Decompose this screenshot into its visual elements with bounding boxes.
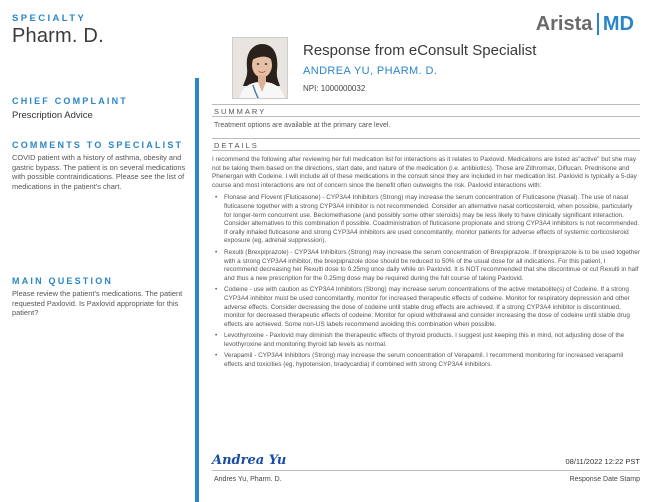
chief-complaint-value: Prescription Advice: [12, 110, 93, 121]
chief-complaint-label: CHIEF COMPLAINT: [12, 96, 128, 106]
list-item-text: Codeine - use with caution as CYP3A4 Inhibitors (Strong) may increase serum concentrations of the active metabolite(s) of Codeine. If a strong CYP3A4 inhibitor must be used concomitantly, monitor for increased therapeutic effects of codeine. Monitor for respiratory depression and other adverse effects. Consider decreasing the dose of codeine until stable drug effects are achieved. If a strong CYP3A4 inhibitor is discontinued, monitor for decreased therapeutic effects of codeine. Monitor for opioid withdrawal and consider increasing the dose of codeine until stable drug effects are achieved. Some non-US labels recommend avoiding this combination when possible.: [224, 286, 630, 328]
specialist-name: ANDREA YU, PHARM. D.: [303, 65, 438, 77]
list-item: • Levothyroxine - Paxlovid may diminish the therapeutic effects of thyroid products. I suggest just keeping this in mind, not adjusting dose of the levothyroxine and monitoring thyroid lab levels as normal.: [215, 332, 625, 348]
summary-text: Treatment options are available at the primary care level.: [214, 122, 391, 129]
summary-header: SUMMARY: [212, 104, 640, 117]
signature: Andrea Yu: [212, 453, 287, 468]
list-item: • Rexulti (Brexpiprazole) - CYP3A4 Inhibitors (Strong) may increase the serum concentration of Brexpiprazole. If brexpiprazole is to be used together with a strong CYP3A4 inhibitor, the brexpiprazole dose should be reduced to 50% of the usual dose for all indications. For this patient, I recommend decreasing her Rexulti dose to 0.25mg once daily while on Paxlovid. It is NOT recommended that she discontinue or cut Rexulti in half and thus a new prescription for the 0.25mg dose may be required during the full course of taking Paxlovid.: [215, 248, 640, 282]
details-intro: I recommend the following after reviewing her full medication list for interactions as it relates to Paxlovid. Medications are listed as"active" but she may not be taking them based on the directions, start date, and nature of the medication (i.e. antibiotics). Those are Zithromax, Diflucan, Prednisone and Phenergan with Codeine. I will include all of these medications in the consult since they are included in her medication list. Paxlovid is typically a 5-day course and most interactions are not of concern since the benefit often outweighs the risk. Paxlovid interactions with:: [212, 156, 637, 189]
details-header: DETAILS: [212, 138, 640, 151]
comments-label: COMMENTS TO SPECIALIST: [12, 140, 184, 150]
signer-name: Andres Yu, Pharm. D.: [214, 476, 282, 483]
response-date: 08/11/2022 12:22 PST: [565, 457, 640, 466]
signature-line: [212, 470, 640, 471]
list-item-text: Flonase and Flovent (Fluticasone) - CYP3A4 Inhibitors (Strong) may increase the serum concentration of Fluticasone (Nasal). The use of nasal fluticasone together with a strong CYP3A4 inhibitor is not recommended. Consider an alternative nasal corticosteroid, when possible, particularly for longer-term concurrent use. Beclomethasone (and possibly some other steroids) may be less likely to have clinically significant interaction. Consider alternatives to this combination if possible. Coadministration of fluticasone propionate and strong CYP3A4 inhibitors is not recommended. If orally inhaled fluticasone and strong CYP3A4 inhibitors are used concomitantly, monitor patients for adverse effects of systemic corticosteroid exposure (eg, adrenal suppression).: [224, 194, 640, 245]
details-body: [212, 156, 640, 373]
date-stamp-label: Response Date Stamp: [569, 476, 640, 483]
specialty-label: SPECIALTY: [12, 13, 87, 24]
list-item-text: Levothyroxine - Paxlovid may diminish the therapeutic effects of thyroid products. I suggest just keeping this in mind, not adjusting dose of the levothyroxine and monitoring thyroid lab levels as normal.: [224, 332, 625, 348]
logo-text-right: MD: [602, 12, 634, 35]
aristamd-logo: [536, 11, 634, 37]
specialist-npi: NPI: 1000000032: [303, 84, 366, 93]
logo-divider: [597, 13, 599, 35]
list-item: • Verapamil - CYP3A4 Inhibitors (Strong) may increase the serum concentration of Verapamil. I recommend monitoring for increased verapamil effects and toxicities (eg, hypotension, bradycardia) if combined with strong CYP3A4 inhibitors.: [215, 352, 624, 369]
main-question-value: Please review the patient's medications. The patient requested Paxlovid. Is Paxlovid appropriate for this patient?: [12, 289, 183, 317]
response-title: Response from eConsult Specialist: [303, 42, 537, 59]
main-question-label: MAIN QUESTION: [12, 276, 114, 286]
specialist-photo: [232, 37, 288, 99]
logo-text-left: Arista: [535, 12, 593, 35]
specialist-avatar-image: [233, 38, 288, 99]
list-item: • Codeine - use with caution as CYP3A4 Inhibitors (Strong) may increase serum concentrations of the active metabolite(s) of Codeine. If a strong CYP3A4 inhibitor must be used concomitantly, monitor for increased therapeutic effects of codeine. Monitor for respiratory depression and other adverse effects. Consider decreasing the dose of codeine until stable drug effects are achieved. If a strong CYP3A4 inhibitor is discontinued, monitor for decreased therapeutic effects of codeine. Monitor for opioid withdrawal and consider increasing the dose of codeine until stable drug effects are achieved. Some non-US labels recommend avoiding this combination when possible.: [215, 286, 630, 328]
list-item: • Flonase and Flovent (Fluticasone) - CYP3A4 Inhibitors (Strong) may increase the serum concentration of Fluticasone (Nasal). The use of nasal fluticasone together with a strong CYP3A4 inhibitor is not recommended. Consider an alternative nasal corticosteroid, when possible, particularly for longer-term concurrent use. Beclomethasone (and possibly some other steroids) may be less likely to have clinically significant interaction. Consider alternatives to this combination if possible. Coadministration of fluticasone propionate and strong CYP3A4 inhibitors is not recommended. If orally inhaled fluticasone and strong CYP3A4 inhibitors are used concomitantly, monitor patients for adverse effects of systemic corticosteroid exposure (eg, adrenal suppression).: [215, 194, 640, 245]
list-item-text: Verapamil - CYP3A4 Inhibitors (Strong) may increase the serum concentration of Verapamil. I recommend monitoring for increased verapamil effects and toxicities (eg, hypotension, bradycardia) if combined with strong CYP3A4 inhibitors.: [224, 352, 624, 369]
specialty-value: Pharm. D.: [12, 25, 104, 47]
left-panel: [0, 0, 196, 502]
comments-value: COVID patient with a history of asthma, obesity and gastric bypass. The patient is on several medications with possible contraindications. Please see the list of medications in the patient's chart.: [12, 153, 186, 191]
interaction-list: [212, 194, 640, 369]
list-item-text: Rexulti (Brexpiprazole) - CYP3A4 Inhibitors (Strong) may increase the serum concentration of Brexpiprazole. If brexpiprazole is to be used together with a strong CYP3A4 inhibitor, the brexpiprazole dose should be reduced to 50% of the usual dose for all indications. For this patient, I recommend decreasing her Rexulti dose to 0.25mg once daily while on Paxlovid. It is NOT recommended that she discontinue or cut Rexulti in half and thus a new prescription for the 0.25mg dose may be required during the full course of taking Paxlovid.: [224, 248, 640, 282]
accent-divider: [195, 78, 199, 502]
